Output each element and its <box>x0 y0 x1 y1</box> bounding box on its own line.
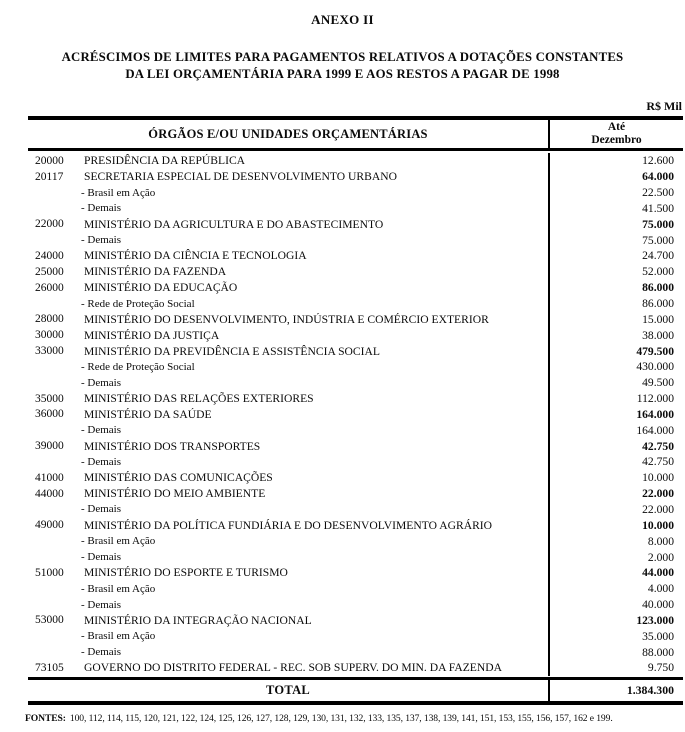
table-row <box>28 264 683 280</box>
table-row <box>28 407 683 423</box>
row-name: - Brasil em Ação <box>81 186 156 199</box>
table-row <box>28 612 683 628</box>
table-row <box>28 185 683 201</box>
table-body <box>28 151 683 680</box>
row-name: - Demais <box>81 646 122 659</box>
table-row <box>28 311 683 327</box>
sources-list: 100, 112, 114, 115, 120, 121, 122, 124, 125, 126, 127, 128, 129, 130, 131, 132, 133, 135, 137, 138, 139, 141, 151, 153, 155, 156, 157, 162 e 199. <box>69 713 613 724</box>
row-value: 12.600 <box>548 153 683 169</box>
table-row <box>28 343 683 359</box>
row-value: 164.000 <box>548 407 683 423</box>
row-name: MINISTÉRIO DA INTEGRAÇÃO NACIONAL <box>84 613 312 627</box>
table-row <box>28 422 683 438</box>
row-code: 22000 <box>35 218 64 231</box>
row-code: 30000 <box>35 329 64 342</box>
table-row <box>28 391 683 407</box>
row-name: - Demais <box>81 551 122 564</box>
row-value: 52.000 <box>548 264 683 280</box>
row-name: MINISTÉRIO DO ESPORTE E TURISMO <box>84 566 288 580</box>
row-code: 44000 <box>35 487 64 500</box>
row-value: 22.000 <box>548 502 683 518</box>
table-row <box>28 597 683 613</box>
row-name: - Demais <box>81 234 122 247</box>
row-value: 4.000 <box>548 581 683 597</box>
table-row <box>28 517 683 533</box>
document-page <box>0 12 685 732</box>
column-header-until-december <box>548 120 683 148</box>
row-name: PRESIDÊNCIA DA REPÚBLICA <box>84 154 246 168</box>
row-value: 22.000 <box>548 486 683 502</box>
row-name: - Rede de Proteção Social <box>81 360 195 373</box>
row-code: 51000 <box>35 566 64 579</box>
row-value: 35.000 <box>548 628 683 644</box>
row-value: 41.500 <box>548 201 683 217</box>
column-header-until-december-line2: Dezembro <box>591 134 642 146</box>
row-name: - Demais <box>81 455 122 468</box>
row-value: 49.500 <box>548 375 683 391</box>
row-code: 39000 <box>35 440 64 453</box>
row-value: 75.000 <box>548 232 683 248</box>
table-row <box>28 470 683 486</box>
row-value: 10.000 <box>548 517 683 533</box>
row-value: 88.000 <box>548 644 683 660</box>
table-row <box>28 628 683 644</box>
table-row <box>28 581 683 597</box>
row-name: - Rede de Proteção Social <box>81 297 195 310</box>
row-name: MINISTÉRIO DA AGRICULTURA E DO ABASTECIMENTO <box>84 217 384 231</box>
table-row <box>28 502 683 518</box>
row-value: 42.750 <box>548 438 683 454</box>
row-value: 112.000 <box>548 391 683 407</box>
table-row <box>28 549 683 565</box>
row-name: MINISTÉRIO DA PREVIDÊNCIA E ASSISTÊNCIA SOCIAL <box>84 344 380 358</box>
row-name: MINISTÉRIO DA JUSTIÇA <box>84 328 220 342</box>
table-row <box>28 169 683 185</box>
table-row <box>28 375 683 391</box>
table-row <box>28 216 683 232</box>
row-value: 40.000 <box>548 597 683 613</box>
row-name: MINISTÉRIO DA EDUCAÇÃO <box>84 281 238 295</box>
row-value: 15.000 <box>548 311 683 327</box>
row-value: 64.000 <box>548 169 683 185</box>
row-value: 86.000 <box>548 280 683 296</box>
row-name: - Demais <box>81 424 122 437</box>
row-value: 75.000 <box>548 216 683 232</box>
row-code: 28000 <box>35 313 64 326</box>
total-row <box>28 680 683 701</box>
row-value: 24.700 <box>548 248 683 264</box>
row-code: 20117 <box>35 170 64 183</box>
row-value: 123.000 <box>548 612 683 628</box>
table-row <box>28 153 683 169</box>
row-value: 430.000 <box>548 359 683 375</box>
column-header-until-december-line1: Até <box>607 121 626 133</box>
row-value: 2.000 <box>548 549 683 565</box>
row-name: MINISTÉRIO DAS RELAÇÕES EXTERIORES <box>84 392 314 406</box>
row-code: 35000 <box>35 392 64 405</box>
row-name: - Demais <box>81 503 122 516</box>
sources-label: FONTES: <box>25 713 66 724</box>
table-row <box>28 454 683 470</box>
document-title-line2: DA LEI ORÇAMENTÁRIA PARA 1999 E AOS RESTOS A PAGAR DE 1998 <box>125 67 560 81</box>
table-row <box>28 296 683 312</box>
row-code: 25000 <box>35 265 64 278</box>
table-row <box>28 201 683 217</box>
row-code: 33000 <box>35 345 64 358</box>
row-name: - Demais <box>81 202 122 215</box>
row-value: 479.500 <box>548 343 683 359</box>
table-row <box>28 248 683 264</box>
row-name: MINISTÉRIO DOS TRANSPORTES <box>84 439 261 453</box>
total-value: 1.384.300 <box>548 680 683 701</box>
row-value: 44.000 <box>548 565 683 581</box>
row-name: MINISTÉRIO DAS COMUNICAÇÕES <box>84 471 273 485</box>
row-value: 22.500 <box>548 185 683 201</box>
row-code: 53000 <box>35 614 64 627</box>
table-row <box>28 359 683 375</box>
row-code: 36000 <box>35 408 64 421</box>
row-name: - Brasil em Ação <box>81 535 156 548</box>
table-row <box>28 660 683 676</box>
table-row <box>28 565 683 581</box>
row-value: 164.000 <box>548 422 683 438</box>
row-name: MINISTÉRIO DO MEIO AMBIENTE <box>84 487 266 501</box>
table-row <box>28 327 683 343</box>
row-name: - Demais <box>81 376 122 389</box>
table-row <box>28 486 683 502</box>
currency-unit-label: R$ Mil <box>646 99 682 113</box>
table-row <box>28 232 683 248</box>
row-name: SECRETARIA ESPECIAL DE DESENVOLVIMENTO URBANO <box>84 170 397 184</box>
row-name: MINISTÉRIO DO DESENVOLVIMENTO, INDÚSTRIA E COMÉRCIO EXTERIOR <box>84 312 489 326</box>
total-label: TOTAL <box>265 682 311 697</box>
row-name: MINISTÉRIO DA CIÊNCIA E TECNOLOGIA <box>84 249 307 263</box>
row-code: 73105 <box>35 661 64 674</box>
row-name: MINISTÉRIO DA SAÚDE <box>84 407 212 421</box>
row-code: 24000 <box>35 249 64 262</box>
annex-title: ANEXO II <box>311 12 374 27</box>
document-title <box>0 49 685 83</box>
row-code: 26000 <box>35 281 64 294</box>
column-header-organs: ÓRGÃOS E/OU UNIDADES ORÇAMENTÁRIAS <box>148 126 428 141</box>
row-value: 9.750 <box>548 660 683 676</box>
row-value: 38.000 <box>548 327 683 343</box>
row-name: - Brasil em Ação <box>81 630 156 643</box>
table-row <box>28 280 683 296</box>
row-name: MINISTÉRIO DA POLÍTICA FUNDIÁRIA E DO DESENVOLVIMENTO AGRÁRIO <box>84 518 493 532</box>
budget-table <box>28 116 683 705</box>
row-name: - Brasil em Ação <box>81 582 156 595</box>
row-name: - Demais <box>81 598 122 611</box>
row-value: 10.000 <box>548 470 683 486</box>
row-value: 8.000 <box>548 533 683 549</box>
row-code: 49000 <box>35 519 64 532</box>
sources-footnote <box>25 713 683 724</box>
row-value: 86.000 <box>548 296 683 312</box>
row-code: 41000 <box>35 471 64 484</box>
table-row <box>28 644 683 660</box>
table-row <box>28 438 683 454</box>
table-header-row <box>28 120 683 151</box>
row-value: 42.750 <box>548 454 683 470</box>
row-code: 20000 <box>35 154 64 167</box>
row-name: MINISTÉRIO DA FAZENDA <box>84 265 227 279</box>
document-title-line1: ACRÉSCIMOS DE LIMITES PARA PAGAMENTOS RELATIVOS A DOTAÇÕES CONSTANTES <box>61 50 624 64</box>
table-row <box>28 533 683 549</box>
row-name: GOVERNO DO DISTRITO FEDERAL - REC. SOB SUPERV. DO MIN. DA FAZENDA <box>84 661 502 675</box>
